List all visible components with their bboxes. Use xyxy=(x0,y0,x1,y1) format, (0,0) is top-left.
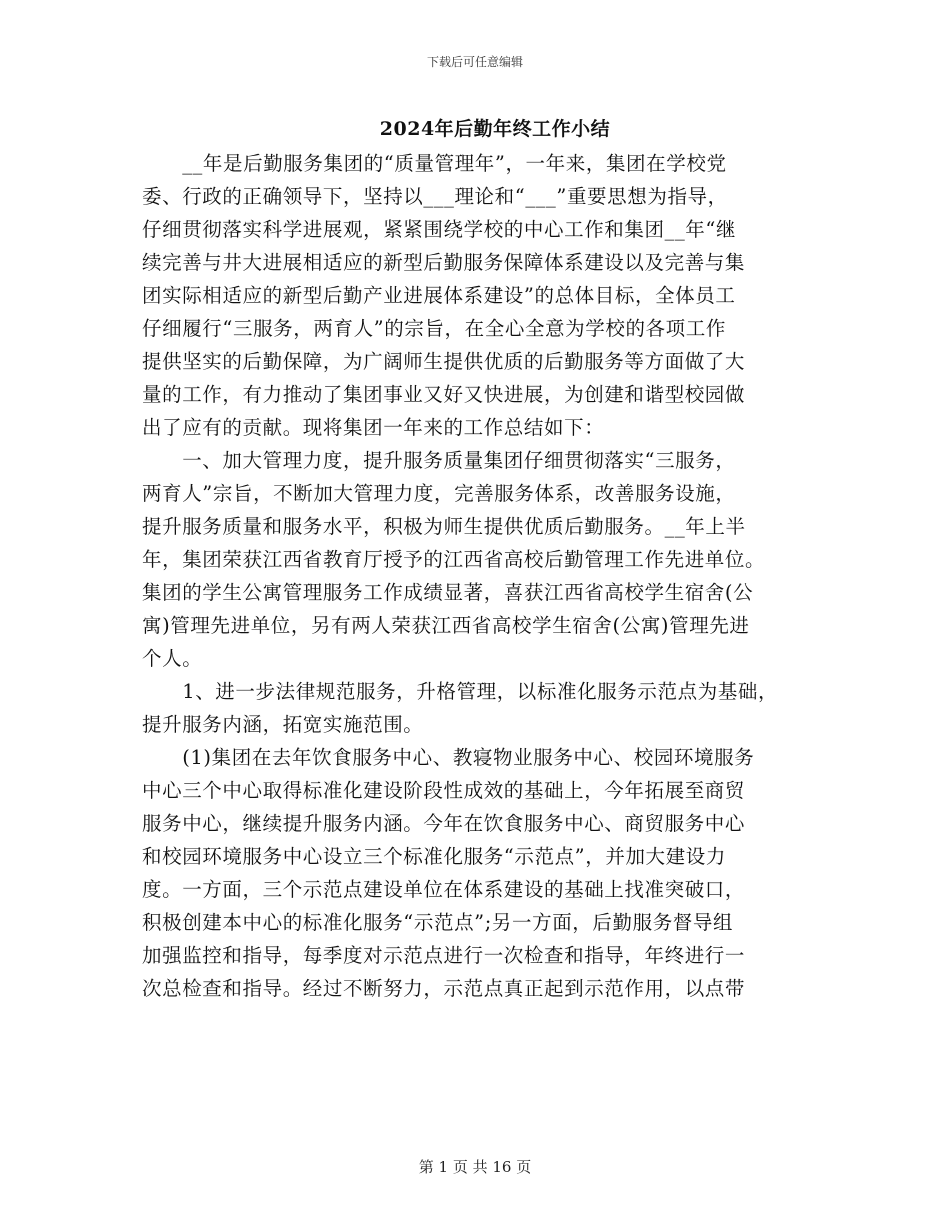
body-line: 仔细贯彻落实科学进展观，紧紧围绕学校的中心工作和集团__年“继 xyxy=(142,218,737,241)
body-line: 集团的学生公寓管理服务工作成绩显著，喜获江西省高校学生宿舍(公 xyxy=(142,581,754,604)
body-line: 提供坚实的后勤保障，为广阔师生提供优质的后勤服务等方面做了大 xyxy=(142,350,746,373)
body-line: 个人。 xyxy=(142,647,203,670)
body-line: 提升服务质量和服务水平，积极为师生提供优质后勤服务。__年上半 xyxy=(142,515,746,538)
body-line: 委、行政的正确领导下，坚持以___理论和“___”重要思想为指导， xyxy=(142,185,728,208)
body-line: 积极创建本中心的标准化服务“示范点”;另一方面，后勤服务督导组 xyxy=(142,911,734,934)
body-line: 服务中心，继续提升服务内涵。今年在饮食服务中心、商贸服务中心 xyxy=(142,812,746,835)
body-line: 中心三个中心取得标准化建设阶段性成效的基础上，今年拓展至商贸 xyxy=(142,779,746,802)
body-line: 续完善与井大进展相适应的新型后勤服务保障体系建设以及完善与集 xyxy=(142,251,746,274)
body-line: 两育人”宗旨，不断加大管理力度，完善服务体系，改善服务设施， xyxy=(142,482,736,505)
body-line: 次总检查和指导。经过不断努力，示范点真正起到示范作用，以点带 xyxy=(142,977,746,1000)
body-line: 寓)管理先进单位，另有两人荣获江西省高校学生宿舍(公寓)管理先进 xyxy=(142,614,750,637)
page-footer: 第 1 页 共 16 页 xyxy=(418,1158,532,1176)
page-header-note: 下载后可任意编辑 xyxy=(426,55,523,69)
body-line: 和校园环境服务中心设立三个标准化服务“示范点”，并加大建设力 xyxy=(142,845,726,868)
body-line: (1)集团在去年饮食服务中心、教寝物业服务中心、校园环境服务 xyxy=(142,746,755,769)
body-line: __年是后勤服务集团的“质量管理年”，一年来，集团在学校党 xyxy=(142,152,727,175)
body-line: 出了应有的贡献。现将集团一年来的工作总结如下： xyxy=(142,416,605,439)
body-line: 量的工作，有力推动了集团事业又好又快进展，为创建和谐型校园做 xyxy=(142,383,746,406)
body-line: 一、加大管理力度，提升服务质量集团仔细贯彻落实“三服务， xyxy=(142,449,736,472)
body-line: 1、进一步法律规范服务，升格管理，以标准化服务示范点为基础， xyxy=(142,680,779,703)
body-line: 提升服务内涵，拓宽实施范围。 xyxy=(142,713,424,736)
document-title: 2024年后勤年终工作小结 xyxy=(379,118,611,140)
body-line: 年，集团荣获江西省教育厅授予的江西省高校后勤管理工作先进单位。 xyxy=(142,548,766,571)
body-line: 仔细履行“三服务，两育人”的宗旨，在全心全意为学校的各项工作 xyxy=(142,317,726,340)
body-line: 度。一方面，三个示范点建设单位在体系建设的基础上找准突破口， xyxy=(142,878,746,901)
body-line: 团实际相适应的新型后勤产业进展体系建设”的总体目标，全体员工 xyxy=(142,284,736,307)
body-line: 加强监控和指导，每季度对示范点进行一次检查和指导，年终进行一 xyxy=(142,944,746,967)
